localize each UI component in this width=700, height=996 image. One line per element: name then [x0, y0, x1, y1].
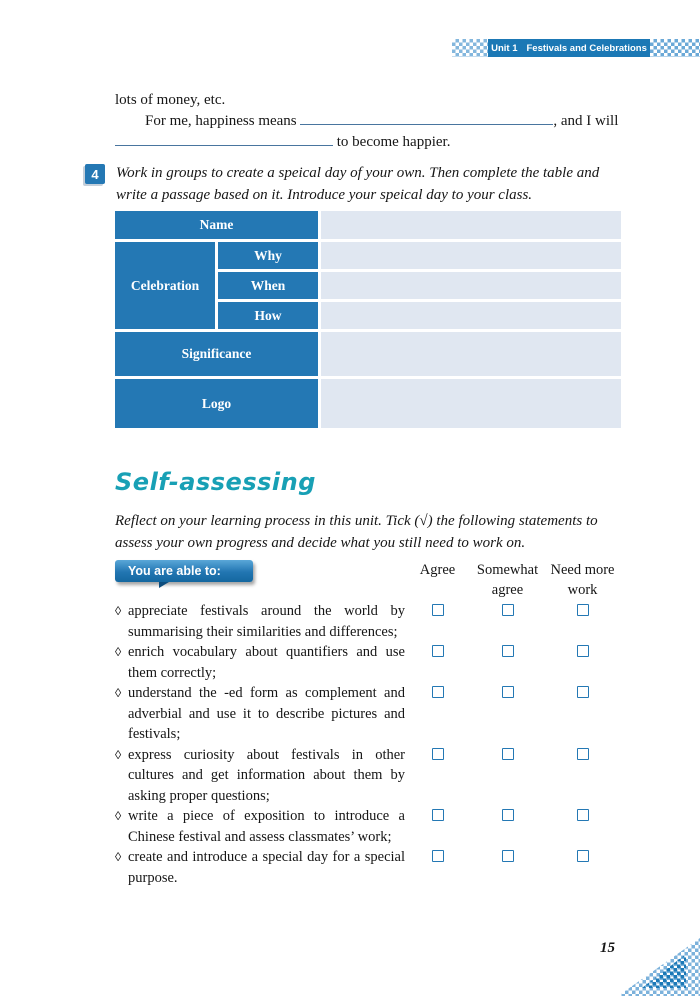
column-header-line: Need more: [550, 562, 615, 578]
table-header-significance: Significance: [115, 332, 318, 376]
checkbox-need-more-work[interactable]: [577, 686, 589, 698]
column-header-line: agree: [491, 582, 524, 598]
checkbox-cell: [405, 806, 470, 821]
table-header-name: Name: [115, 211, 318, 239]
checkbox-cell: [405, 601, 470, 616]
checkbox-cell: [545, 806, 620, 821]
checkbox-cell: [470, 683, 545, 698]
checker-pattern-right: [650, 39, 700, 57]
checkbox-somewhat-agree[interactable]: [502, 686, 514, 698]
assessment-item-text: appreciate festivals around the world by summarising their similarities and differences;: [128, 603, 405, 640]
assessment-item-checkboxes: [405, 847, 620, 862]
table-input-cell-logo: [321, 379, 621, 428]
assessment-item: [115, 601, 620, 642]
page-number: 15: [600, 940, 615, 956]
assessment-item-left: [115, 601, 405, 642]
diamond-bullet-icon: ◊: [115, 809, 122, 823]
assessment-item-checkboxes: [405, 601, 620, 616]
table-header-how: How: [218, 302, 318, 329]
assessment-item: [115, 642, 620, 683]
checkbox-need-more-work[interactable]: [577, 748, 589, 760]
table-header-celebration: Celebration: [115, 242, 215, 329]
exercise-instructions: Work in groups to create a speical day of your own. Then complete the table and write a passage based on it. Introduce your speical day to your class.: [116, 165, 600, 203]
assessment-item: [115, 806, 620, 847]
assessment-item: [115, 847, 620, 888]
fill-in-prompt: For me, happiness means: [145, 113, 297, 129]
assessment-item: [115, 745, 620, 807]
checkbox-agree[interactable]: [432, 645, 444, 657]
unit-header-band: [452, 39, 700, 57]
assessment-item-text: understand the -ed form as complement and adverbial and use it to describe pictures and festivals;: [128, 685, 405, 742]
checkbox-somewhat-agree[interactable]: [502, 809, 514, 821]
fill-in-suffix: to become happier.: [336, 134, 451, 150]
checkbox-cell: [405, 745, 470, 760]
fill-in-blank: [300, 111, 553, 125]
diamond-bullet-icon: ◊: [115, 747, 122, 762]
assessment-item-text: write a piece of exposition to introduce a Chinese festival and assess classmates’ work;: [128, 808, 405, 845]
checkbox-cell: [545, 601, 620, 616]
assessment-item-left: [115, 642, 405, 683]
checkbox-somewhat-agree[interactable]: [502, 604, 514, 616]
checkbox-cell: [470, 601, 545, 616]
table-input-cell-name: [321, 211, 621, 239]
column-header-line: work: [567, 582, 598, 598]
assessment-item-text: create and introduce a special day for a special purpose.: [128, 849, 405, 886]
exercise-number-badge: 4: [85, 164, 105, 184]
body-text-line: lots of money, etc.: [115, 92, 226, 108]
checkbox-cell: [545, 642, 620, 657]
checkbox-cell: [545, 847, 620, 862]
column-header-line: Somewhat: [476, 562, 539, 578]
checkbox-agree[interactable]: [432, 748, 444, 760]
checkbox-agree[interactable]: [432, 686, 444, 698]
unit-label: Unit 1: [491, 42, 518, 54]
checkbox-cell: [405, 847, 470, 862]
checkbox-cell: [545, 745, 620, 760]
fill-in-suffix: , and I will: [553, 113, 619, 129]
assessment-items: [115, 601, 620, 888]
fill-in-blank: [115, 132, 333, 146]
assessment-item-left: [115, 745, 405, 807]
exercise-4: [85, 163, 630, 206]
table-header-logo: Logo: [115, 379, 318, 428]
body-text-line: [115, 132, 660, 153]
activity-table: [115, 211, 621, 428]
checkbox-somewhat-agree[interactable]: [502, 850, 514, 862]
assessment-header-row: [115, 560, 620, 600]
checkbox-need-more-work[interactable]: [577, 850, 589, 862]
checkbox-agree[interactable]: [432, 850, 444, 862]
table-header-why: Why: [218, 242, 318, 269]
checkbox-cell: [470, 642, 545, 657]
unit-title: Festivals and Celebrations: [526, 42, 647, 54]
column-header-somewhat-agree: [470, 560, 545, 600]
checkbox-cell: [470, 806, 545, 821]
self-assessing-title: Self-assessing: [115, 468, 316, 496]
checkbox-agree[interactable]: [432, 809, 444, 821]
diamond-bullet-icon: ◊: [115, 645, 122, 659]
checker-pattern-left: [452, 39, 488, 57]
table-input-cell-how: [321, 302, 621, 329]
table-input-cell-significance: [321, 332, 621, 376]
checkbox-cell: [405, 683, 470, 698]
checkbox-cell: [545, 683, 620, 698]
you-are-able-to-ribbon: You are able to:: [115, 560, 253, 582]
checkbox-somewhat-agree[interactable]: [502, 645, 514, 657]
checkbox-need-more-work[interactable]: [577, 645, 589, 657]
checkbox-somewhat-agree[interactable]: [502, 748, 514, 760]
assessment-item-checkboxes: [405, 745, 620, 760]
checkbox-cell: [470, 847, 545, 862]
self-assessing-instructions: Reflect on your learning process in this unit. Tick (√) the following statements to assess your own progress and decide what you still need to work on.: [115, 513, 598, 551]
checkbox-cell: [470, 745, 545, 760]
column-header-agree: [405, 560, 470, 600]
fill-in-paragraph: [115, 90, 660, 153]
assessment-item: [115, 683, 620, 745]
checkbox-need-more-work[interactable]: [577, 604, 589, 616]
diamond-bullet-icon: ◊: [115, 604, 122, 618]
assessment-item-checkboxes: [405, 806, 620, 821]
checkbox-agree[interactable]: [432, 604, 444, 616]
assessment-item-text: express curiosity about festivals in other cultures and get information about them by asking proper questions;: [128, 746, 405, 804]
body-text-line: [115, 111, 660, 132]
diamond-bullet-icon: ◊: [115, 850, 122, 864]
table-input-cell-when: [321, 272, 621, 299]
assessment-column-headers: [405, 560, 620, 600]
diamond-bullet-icon: ◊: [115, 686, 122, 700]
assessment-item-left: [115, 847, 405, 888]
assessment-item-left: [115, 806, 405, 847]
checkbox-need-more-work[interactable]: [577, 809, 589, 821]
assessment-item-checkboxes: [405, 683, 620, 698]
assessment-item-checkboxes: [405, 642, 620, 657]
assessment-item-text: enrich vocabulary about quantifiers and use them correctly;: [128, 644, 405, 681]
table-header-when: When: [218, 272, 318, 299]
unit-banner: [488, 39, 650, 57]
column-header-line: Agree: [419, 562, 456, 578]
assessment-item-left: [115, 683, 405, 745]
checkbox-cell: [405, 642, 470, 657]
column-header-need-more-work: [545, 560, 620, 600]
table-input-cell-why: [321, 242, 621, 269]
